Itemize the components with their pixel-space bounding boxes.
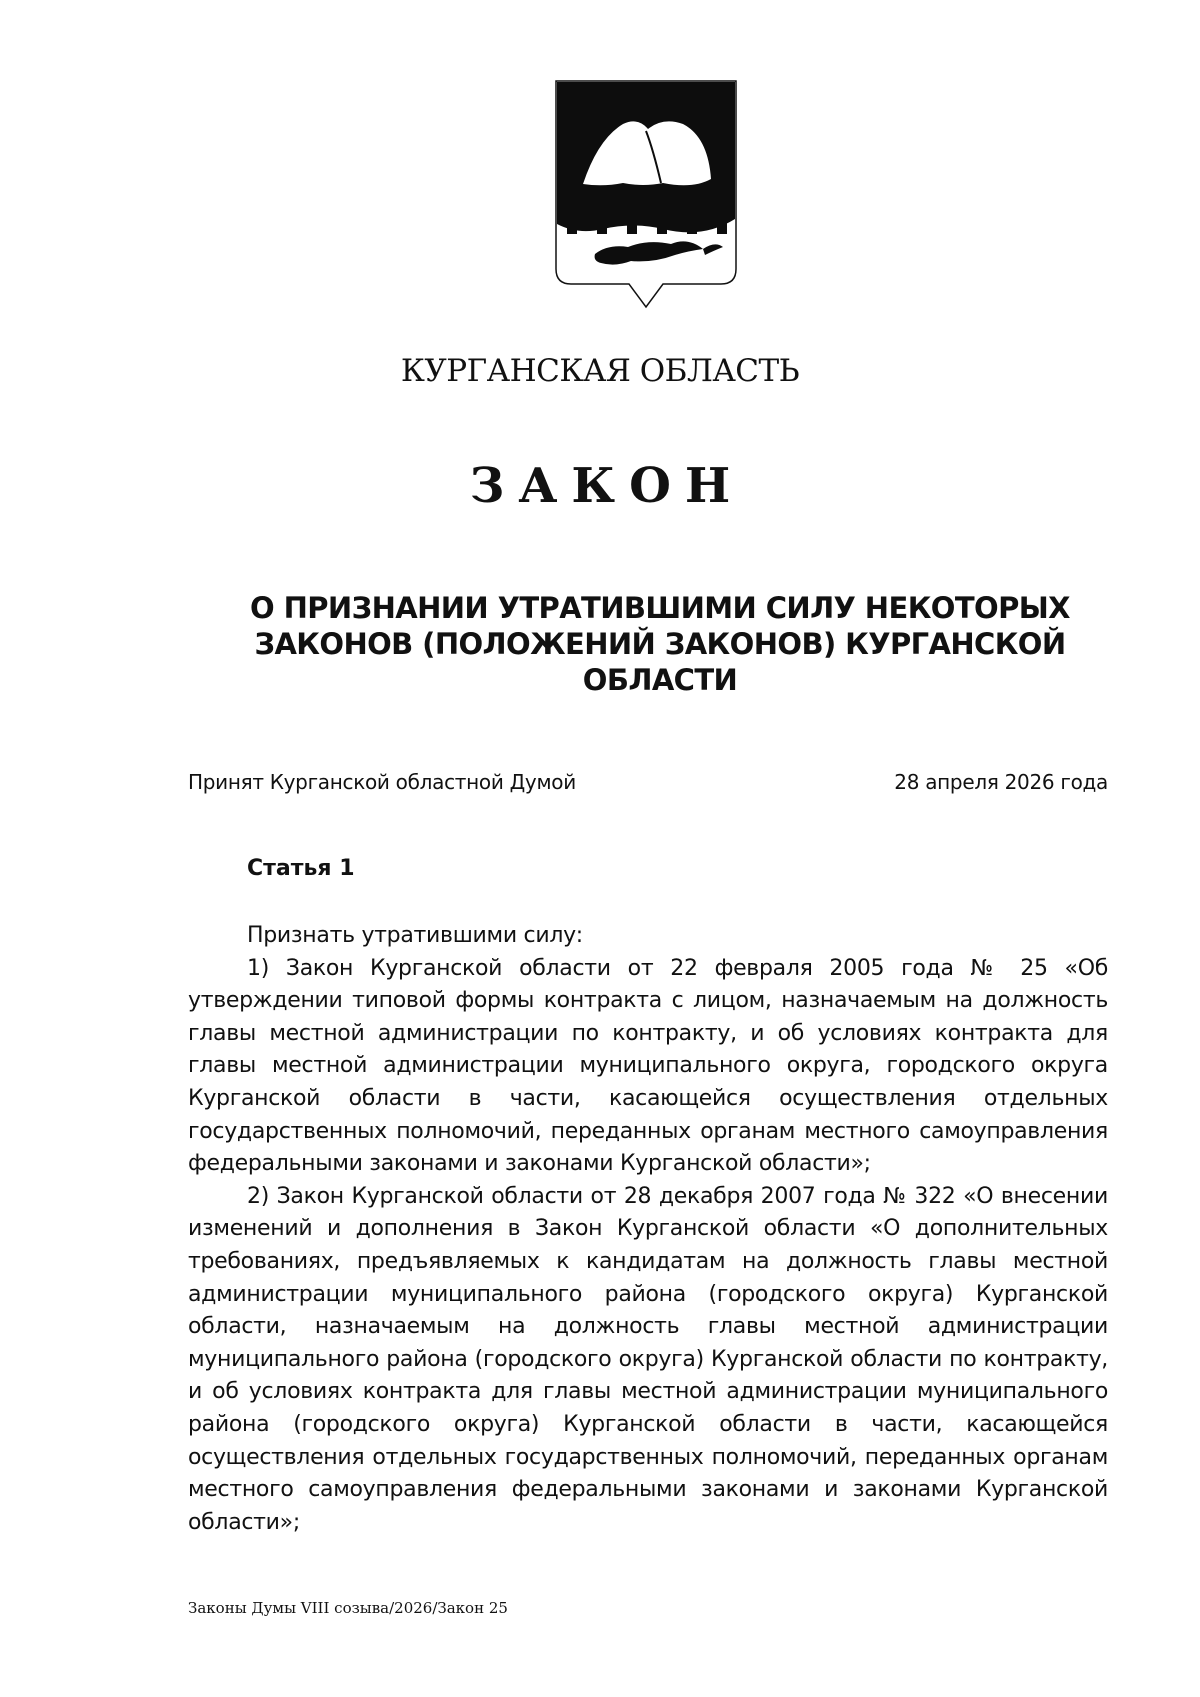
adopted-by: Принят Курганской областной Думой xyxy=(188,770,576,794)
region-name: КУРГАНСКАЯ ОБЛАСТЬ xyxy=(400,353,800,389)
law-title-line: ОБЛАСТИ xyxy=(582,663,738,697)
coat-of-arms-emblem xyxy=(553,79,739,315)
article-item: 2) Закон Курганской области от 28 декабря 2007 года № 322 «О внесении изменений и дополнения в Закон Курганской области «О дополнительных требованиях, предъявляемых к кандидатам на должность главы местной администрации муниципального района (городского округа) Курганской области, назначаемым на должность главы местной администрации муниципального района (городского округа) Курганской области по контракту, и об условиях контракта для главы местной администрации муниципального района (городского округа) Курганской области в части, касающейся осуществления отдельных государственных полномочий, переданных органам местного самоуправления федеральными законами и законами Курганской области»; xyxy=(188,1183,1108,1535)
adoption-line xyxy=(188,770,1108,800)
law-title-line: О ПРИЗНАНИИ УТРАТИВШИМИ СИЛУ НЕКОТОРЫХ xyxy=(250,591,1070,625)
article-intro: Признать утратившими силу: xyxy=(247,923,583,948)
law-title-line: ЗАКОНОВ (ПОЛОЖЕНИЙ ЗАКОНОВ) КУРГАНСКОЙ xyxy=(254,627,1066,661)
document-type: ЗАКОН xyxy=(469,458,745,514)
article-item: 1) Закон Курганской области от 22 февраля 2005 года № 25 «Об утверждении типовой формы контракта с лицом, назначаемым на должность главы местной администрации по контракту, и об условиях контракта для главы местной администрации муниципального округа, городского округа Курганской области в части, касающейся осуществления отдельных государственных полномочий, переданных органам местного самоуправления федеральными законами и законами Курганской области»; xyxy=(188,955,1108,1177)
law-title xyxy=(240,590,1080,698)
article-body xyxy=(188,920,1108,1539)
article-heading: Статья 1 xyxy=(247,856,355,881)
footer-reference: Законы Думы VIII созыва/2026/Закон 25 xyxy=(188,1599,508,1617)
adoption-date: 28 апреля 2026 года xyxy=(894,770,1108,794)
